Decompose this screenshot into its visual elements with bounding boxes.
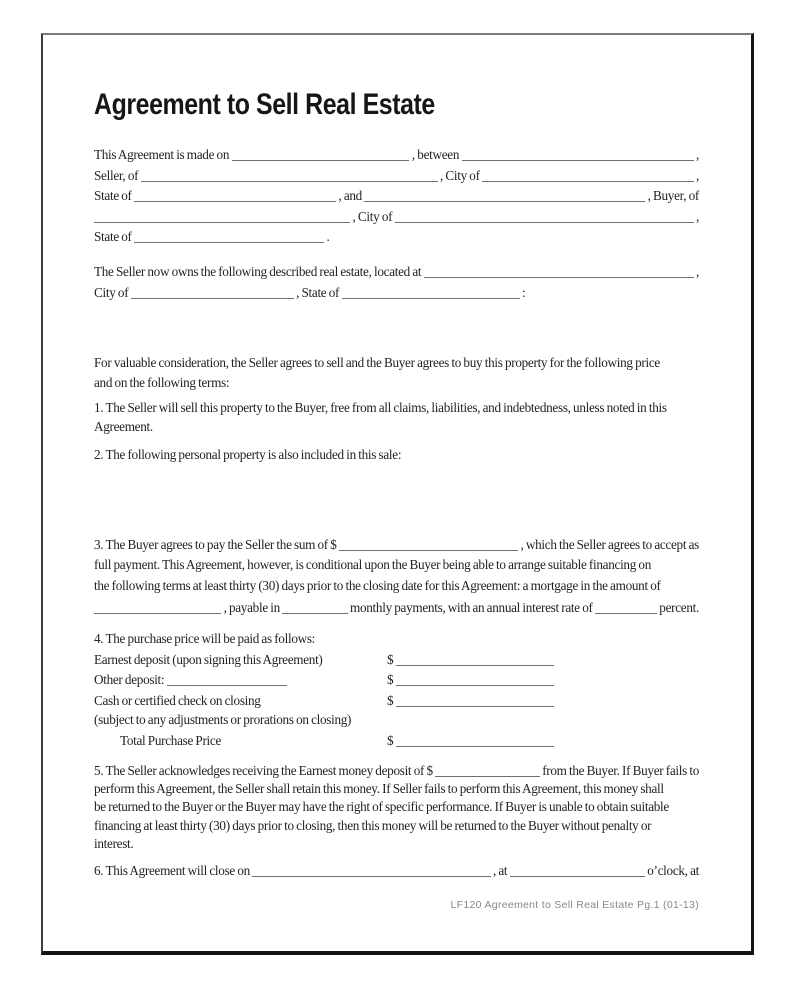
text-run: 6. This Agreement will close on	[94, 863, 253, 879]
clause-1	[94, 400, 699, 438]
form-line	[94, 862, 699, 882]
clause-2	[94, 447, 699, 466]
text-run: financing at least thirty (30) days prior to closing, then this money will be returned to the Buyer without penalty or	[94, 817, 652, 833]
text-run: , which the Seller agrees to accept as	[518, 536, 699, 552]
text-run: 2. The following personal property is also included in this sale:	[94, 446, 402, 462]
footer-note: LF120 Agreement to Sell Real Estate Pg.1 (01-13)	[450, 899, 699, 911]
text-run: , payable in	[221, 599, 283, 615]
form-line	[94, 400, 699, 419]
text-run: The Seller now owns the following described real estate, located at	[94, 263, 424, 279]
seller-address-blank[interactable]	[141, 169, 438, 182]
price-row-amount	[387, 692, 699, 709]
text-run: Cash or certified check on closing	[94, 692, 261, 708]
text-run: State of	[94, 229, 135, 245]
text-run: (subject to any adjustments or prorations on closing)	[94, 711, 352, 727]
other-deposit-description-blank[interactable]	[167, 673, 287, 686]
text-run: .	[324, 229, 330, 245]
price-row-label	[94, 712, 387, 728]
price-row	[94, 671, 699, 691]
text-run: :	[519, 284, 526, 300]
price-row	[94, 651, 699, 671]
page-sheet	[41, 33, 754, 955]
buyer-name-blank[interactable]	[364, 189, 645, 202]
property-address-blank[interactable]	[424, 265, 694, 278]
monthly-payments-count-blank[interactable]	[282, 601, 347, 614]
text-run: Earnest deposit (upon signing this Agreement)	[94, 652, 323, 668]
interest-rate-blank[interactable]	[595, 601, 657, 614]
price-row-label	[94, 693, 387, 709]
form-line	[94, 187, 699, 208]
text-run: interest.	[94, 836, 134, 852]
text-run: Seller, of	[94, 167, 141, 183]
text-run: perform this Agreement, the Seller shall retain this money. If Seller fails to perform this Agreement, this money shall	[94, 780, 664, 796]
form-line	[94, 557, 699, 578]
price-row	[94, 692, 699, 712]
form-line	[94, 447, 699, 466]
closing-time-blank[interactable]	[510, 864, 645, 877]
text-run: , at	[490, 863, 510, 879]
text-run: State of	[94, 188, 135, 204]
text-run: 5. The Seller acknowledges receiving the Earnest money deposit of $	[94, 763, 436, 779]
text-run: ,	[693, 263, 699, 279]
clause-4	[94, 631, 699, 752]
mortgage-amount-blank[interactable]	[94, 601, 221, 614]
form-line	[94, 355, 699, 375]
document-content	[94, 146, 699, 882]
text-run: 4. The purchase price will be paid as follows:	[94, 630, 316, 646]
text-run: For valuable consideration, the Seller agrees to sell and the Buyer agrees to buy this property for the following price	[94, 354, 660, 370]
form-line	[94, 375, 699, 395]
price-row-amount	[387, 651, 699, 668]
price-row	[94, 732, 699, 752]
form-line	[94, 818, 699, 837]
text-run: 1. The Seller will sell this property to the Buyer, free from all claims, liabilities, and indebtedness, unless noted in this	[94, 399, 667, 415]
price-row	[94, 631, 699, 651]
text-run: from the Buyer. If Buyer fails to	[539, 763, 699, 779]
price-row	[94, 712, 699, 732]
text-run: Total Purchase Price	[120, 732, 222, 748]
text-run: , City of	[350, 208, 395, 224]
closing-date-blank[interactable]	[252, 864, 490, 877]
form-line	[94, 781, 699, 800]
price-row-label	[94, 733, 387, 749]
text-run: ,	[693, 167, 699, 183]
price-row-label	[94, 652, 387, 668]
page-title: Agreement to Sell Real Estate	[94, 88, 435, 121]
text-run: , and	[336, 188, 365, 204]
text-run: Agreement.	[94, 418, 153, 434]
price-row-amount	[387, 671, 699, 688]
text-run: $	[387, 732, 396, 748]
text-run: , City of	[437, 167, 483, 183]
seller-name-blank[interactable]	[462, 148, 694, 161]
text-run: City of	[94, 284, 131, 300]
text-run: , between	[409, 147, 462, 162]
agreement-date-blank[interactable]	[232, 148, 410, 161]
seller-state-blank[interactable]	[134, 189, 336, 202]
text-run: 3. The Buyer agrees to pay the Seller the sum of $	[94, 536, 339, 552]
form-line	[94, 799, 699, 818]
text-run: monthly payments, with an annual interest rate of	[347, 599, 595, 615]
form-line	[94, 228, 699, 249]
text-run: percent.	[656, 599, 699, 615]
text-run: This Agreement is made on	[94, 147, 232, 162]
text-run: $	[387, 692, 396, 708]
text-run: , Buyer, of	[645, 188, 699, 204]
form-line	[94, 599, 699, 620]
text-run: ,	[693, 147, 699, 162]
text-run: Other deposit:	[94, 672, 167, 688]
property-state-blank[interactable]	[342, 286, 520, 299]
clause-3	[94, 536, 699, 620]
purchase-price-blank[interactable]	[339, 538, 518, 551]
price-row-label	[94, 671, 387, 688]
property-block	[94, 263, 699, 305]
text-run: be returned to the Buyer or the Buyer may have the right of specific performance. If Buyer is unable to obtain suitable	[94, 799, 669, 815]
total-purchase-price-blank[interactable]	[396, 734, 554, 747]
price-row-amount	[387, 732, 699, 749]
seller-city-blank[interactable]	[482, 169, 694, 182]
form-line	[94, 836, 699, 855]
buyer-city-blank[interactable]	[395, 210, 694, 223]
buyer-state-blank[interactable]	[134, 230, 324, 243]
consideration-paragraph	[94, 355, 699, 395]
text-run: full payment. This Agreement, however, is conditional upon the Buyer being able to arrange suitable financing on	[94, 556, 651, 572]
form-line	[94, 208, 699, 229]
text-run: $	[387, 672, 396, 688]
form-line	[94, 762, 699, 781]
clause-5	[94, 762, 699, 855]
text-run: $	[387, 652, 396, 668]
document-content-wrap	[94, 35, 699, 951]
cash-on-closing-amount-blank[interactable]	[396, 694, 554, 707]
text-run: ,	[693, 208, 699, 224]
text-run: o’clock, at	[644, 863, 699, 879]
text-run: and on the following terms:	[94, 374, 230, 390]
other-deposit-amount-blank[interactable]	[396, 673, 554, 686]
text-run: , State of	[293, 284, 342, 300]
form-line	[94, 146, 699, 167]
earnest-money-received-blank[interactable]	[435, 764, 540, 777]
property-city-blank[interactable]	[131, 286, 294, 299]
price-row-label	[94, 631, 387, 647]
form-line	[94, 284, 699, 305]
clause-6	[94, 862, 699, 882]
form-line	[94, 167, 699, 188]
form-line	[94, 263, 699, 284]
text-run: the following terms at least thirty (30) days prior to the closing date for this Agreement: a mortgage in the amount of	[94, 577, 661, 593]
form-line	[94, 419, 699, 438]
buyer-address-blank[interactable]	[94, 210, 350, 223]
intro-block	[94, 146, 699, 249]
earnest-deposit-amount-blank[interactable]	[396, 653, 554, 666]
form-line	[94, 536, 699, 557]
form-line	[94, 578, 699, 599]
